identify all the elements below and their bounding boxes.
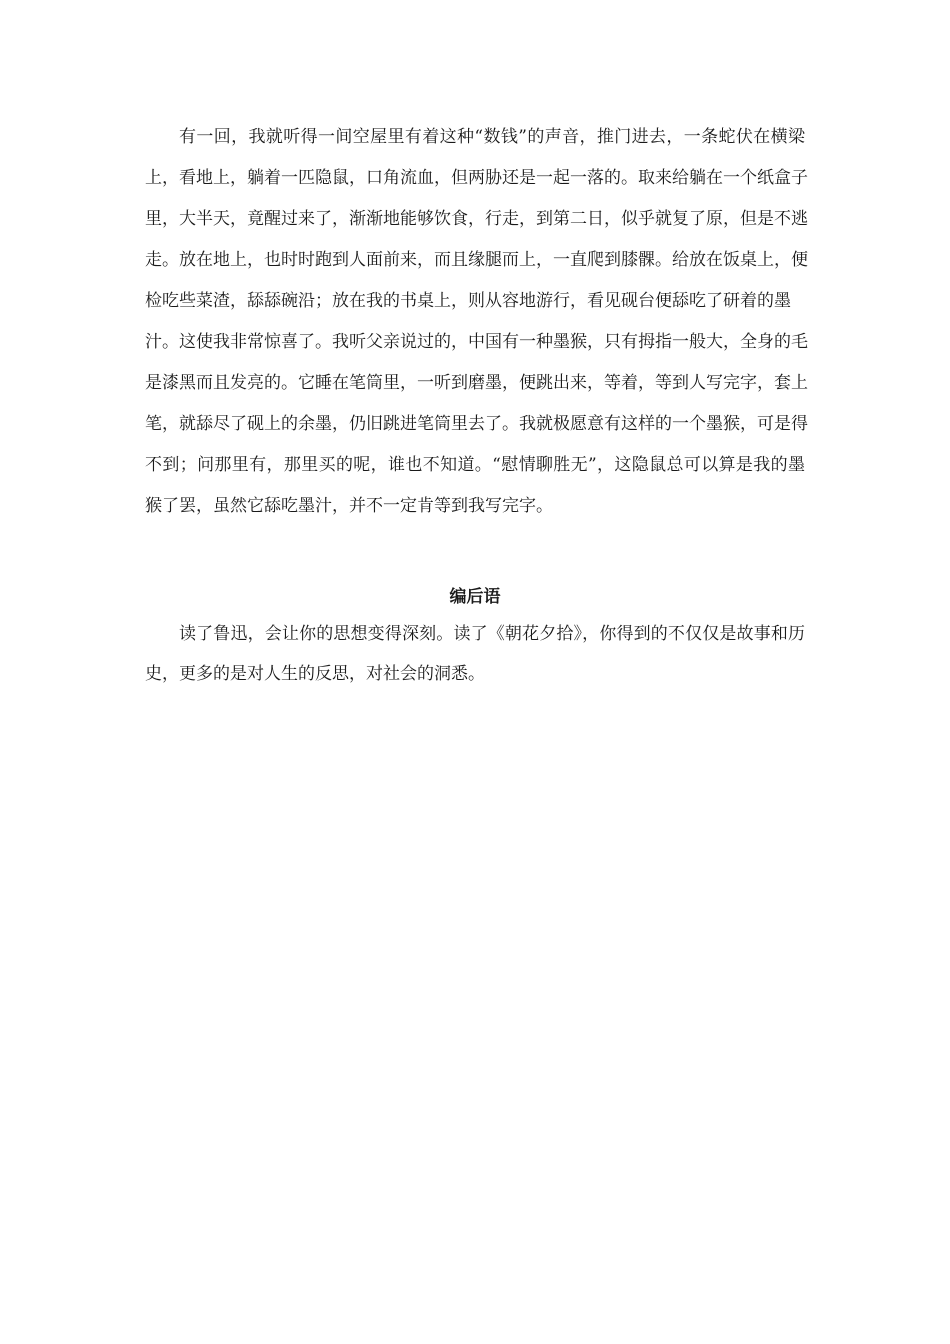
- afterword-heading: 编后语: [449, 587, 501, 607]
- text-line: 史，更多的是对人生的反思，对社会的洞悉。: [145, 664, 485, 684]
- text-line: 是漆黑而且发亮的。它睡在笔筒里，一听到磨墨，便跳出来，等着，等到人写完字，套上: [145, 373, 808, 393]
- text-line: 不到；问那里有，那里买的呢，谁也不知道。“慰情聊胜无”，这隐鼠总可以算是我的墨: [145, 455, 805, 475]
- text-line: 猴了罢，虽然它舔吃墨汁，并不一定肯等到我写完字。: [145, 496, 553, 516]
- text-line: 检吃些菜渣，舔舔碗沿；放在我的书桌上，则从容地游行，看见砚台便舔吃了研着的墨: [145, 291, 791, 311]
- text-line: 笔，就舔尽了砚上的余墨，仍旧跳进笔筒里去了。我就极愿意有这样的一个墨猴，可是得: [145, 414, 808, 434]
- text-line: 走。放在地上，也时时跑到人面前来，而且缘腿而上，一直爬到膝髁。给放在饭桌上，便: [145, 250, 808, 270]
- text-line: 汁。这使我非常惊喜了。我听父亲说过的，中国有一种墨猴，只有拇指一般大，全身的毛: [145, 332, 808, 352]
- text-line: 有一回，我就听得一间空屋里有着这种“数钱”的声音，推门进去，一条蛇伏在横梁: [179, 127, 805, 147]
- text-line: 读了鲁迅，会让你的思想变得深刻。读了《朝花夕拾》，你得到的不仅仅是故事和历: [179, 624, 805, 644]
- text-line: 上，看地上，躺着一匹隐鼠，口角流血，但两胁还是一起一落的。取来给躺在一个纸盒子: [145, 168, 808, 188]
- text-line: 里，大半天，竟醒过来了，渐渐地能够饮食，行走，到第二日，似乎就复了原，但是不逃: [145, 209, 808, 229]
